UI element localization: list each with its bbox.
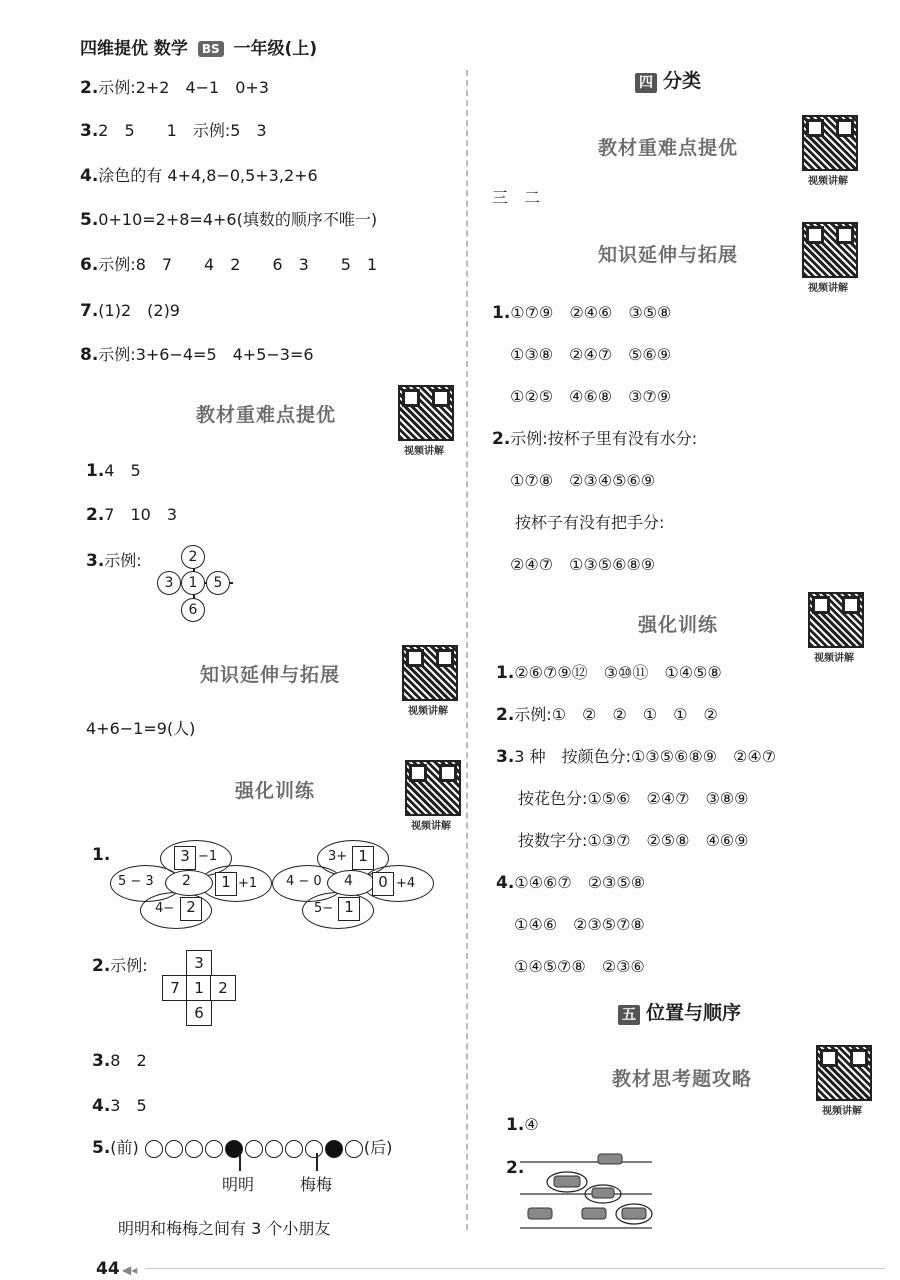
flower-b-center: 4 — [344, 873, 353, 889]
arrow-line — [239, 1153, 241, 1171]
section-title: 强化训练 — [638, 614, 719, 636]
footer-rule — [145, 1268, 885, 1269]
left-q8: 8.示例:3+6−4=5 4+5−3=6 — [80, 345, 314, 365]
flower-a-right-op: +1 — [238, 876, 258, 891]
flower-b-bottom-op: 5− — [314, 901, 334, 916]
s3-q4: 4.3 5 — [92, 1096, 147, 1116]
section-title: 教材思考题攻略 — [612, 1068, 753, 1090]
s1-q1: 1.4 5 — [86, 461, 141, 481]
left-q7: 7.(1)2 (2)9 — [80, 301, 180, 321]
s3-q5: 5.(前) (后) — [92, 1138, 393, 1158]
grid-bottom: 6 — [186, 1000, 212, 1026]
qr-code-icon[interactable] — [402, 645, 458, 701]
arrow-line — [316, 1153, 318, 1171]
flower-a-left: 5 − 3 — [118, 874, 154, 889]
qr-caption: 视频讲解 — [408, 706, 448, 717]
flower-a-right: 1 — [215, 872, 237, 896]
column-divider — [466, 70, 468, 1230]
car-lanes-diagram — [520, 1150, 660, 1232]
b2-row: 2.示例:按杯子里有没有水分: — [492, 429, 698, 449]
chapter-heading: 四 分类 — [635, 66, 701, 93]
c4-row: ①④⑤⑦⑧ ②③⑥ — [514, 957, 645, 976]
marker-meimei — [325, 1140, 343, 1158]
flower-a-bottom: 2 — [180, 897, 202, 921]
section-title: 强化训练 — [235, 780, 316, 802]
flower-b-bottom: 1 — [338, 897, 360, 921]
grid-top: 3 — [186, 950, 212, 976]
d1: 1.④ — [506, 1115, 539, 1135]
section-title: 教材重难点提优 — [196, 404, 337, 426]
flower-diagram-a — [110, 840, 270, 930]
b2-row: ①⑦⑧ ②③④⑤⑥⑨ — [510, 471, 656, 490]
c3-row: 按花色分:①⑤⑥ ②④⑦ ③⑧⑨ — [518, 789, 749, 808]
grid-center: 1 — [186, 975, 212, 1001]
cross-center: 1 — [181, 571, 205, 595]
c2: 2.示例:① ② ② ① ① ② — [496, 705, 718, 725]
s3-q1: 1. — [92, 845, 111, 865]
grid-left: 7 — [162, 975, 188, 1001]
edition-badge: BS — [198, 41, 224, 57]
s2-equation: 4+6−1=9(人) — [86, 719, 196, 738]
section-title: 知识延伸与拓展 — [598, 244, 739, 266]
flower-a-center: 2 — [182, 873, 191, 889]
c3-row: 3.3 种 按颜色分:①③⑤⑥⑧⑨ ②④⑦ — [496, 747, 777, 767]
c3-row: 按数字分:①③⑦ ②⑤⑧ ④⑥⑨ — [518, 831, 749, 850]
b1-row: ①②⑤ ④⑥⑧ ③⑦⑨ — [510, 387, 672, 406]
flower-b-right: 0 — [372, 872, 394, 896]
flower-b-right-op: +4 — [396, 876, 416, 891]
b1-row: ①③⑧ ②④⑦ ⑤⑥⑨ — [510, 345, 672, 364]
flower-b-left: 4 − 0 — [286, 874, 322, 889]
qr-code-icon[interactable] — [398, 385, 454, 441]
s3-q3: 3.8 2 — [92, 1051, 147, 1071]
qr-caption: 视频讲解 — [404, 446, 444, 457]
left-q4: 4.涂色的有 4+4,8−0,5+3,2+6 — [80, 166, 318, 186]
qr-code-icon[interactable] — [816, 1045, 872, 1101]
cross-diagram — [150, 545, 240, 625]
qr-code-icon[interactable] — [808, 592, 864, 648]
c4-row: 4.①④⑥⑦ ②③⑤⑧ — [496, 873, 646, 893]
left-q6: 6.示例:8 7 4 2 6 3 5 1 — [80, 255, 378, 275]
section-title: 教材重难点提优 — [598, 137, 739, 159]
qr-code-icon[interactable] — [405, 760, 461, 816]
name-meimei: 梅梅 — [300, 1175, 333, 1194]
chapter-badge: 五 — [618, 1005, 640, 1025]
cross-right: 5 — [206, 571, 230, 595]
name-mingming: 明明 — [222, 1175, 255, 1194]
left-q3: 3.2 5 1 示例:5 3 — [80, 121, 267, 141]
flower-b-top: 1 — [352, 846, 374, 870]
s1-q3: 3.示例: — [86, 551, 142, 571]
section-title: 知识延伸与拓展 — [200, 664, 341, 686]
flower-diagram-b — [272, 840, 432, 930]
page-number: 44 — [96, 1259, 120, 1279]
cross-top: 2 — [181, 545, 205, 569]
cross-left: 3 — [157, 571, 181, 595]
flower-b-top-op: 3+ — [328, 849, 348, 864]
b2-row: ②④⑦ ①③⑤⑥⑧⑨ — [510, 555, 656, 574]
chapter-badge: 四 — [635, 73, 657, 93]
book-title: 四维提优 — [80, 39, 148, 59]
b1-row: 1.①⑦⑨ ②④⑥ ③⑤⑧ — [492, 303, 672, 323]
chapter-heading: 五 位置与顺序 — [618, 998, 741, 1025]
c1: 1.②⑥⑦⑨⑫ ③⑩⑪ ①④⑤⑧ — [496, 663, 722, 683]
s3-q2: 2.示例: — [92, 956, 148, 976]
qr-code-icon[interactable] — [802, 115, 858, 171]
qr-caption: 视频讲解 — [808, 176, 848, 187]
qr-caption: 视频讲解 — [808, 283, 848, 294]
b2-row: 按杯子有没有把手分: — [515, 513, 665, 532]
flower-a-top: 3 — [174, 846, 196, 870]
page-arrow-icon: ◀◂ — [122, 1263, 138, 1277]
cross-grid — [162, 950, 237, 1025]
qr-caption: 视频讲解 — [822, 1106, 862, 1117]
s1-q2: 2.7 10 3 — [86, 505, 178, 525]
d2: 2. — [506, 1158, 525, 1178]
grade: 一年级(上) — [233, 39, 318, 59]
left-q5: 5.0+10=2+8=4+6(填数的顺序不唯一) — [80, 210, 378, 230]
cross-bottom: 6 — [181, 598, 205, 622]
qr-caption: 视频讲解 — [411, 821, 451, 832]
page-header — [80, 34, 317, 59]
left-q2: 2.示例:2+2 4−1 0+3 — [80, 78, 269, 98]
flower-a-top-op: −1 — [198, 849, 218, 864]
qr-code-icon[interactable] — [802, 222, 858, 278]
a-answer: 三 二 — [492, 188, 541, 207]
c4-row: ①④⑥ ②③⑤⑦⑧ — [514, 915, 645, 934]
flower-a-bottom-op: 4− — [155, 901, 175, 916]
grid-right: 2 — [210, 975, 236, 1001]
subject: 数学 — [153, 39, 188, 59]
s3-q5-note: 明明和梅梅之间有 3 个小朋友 — [118, 1219, 331, 1238]
qr-caption: 视频讲解 — [814, 653, 854, 664]
